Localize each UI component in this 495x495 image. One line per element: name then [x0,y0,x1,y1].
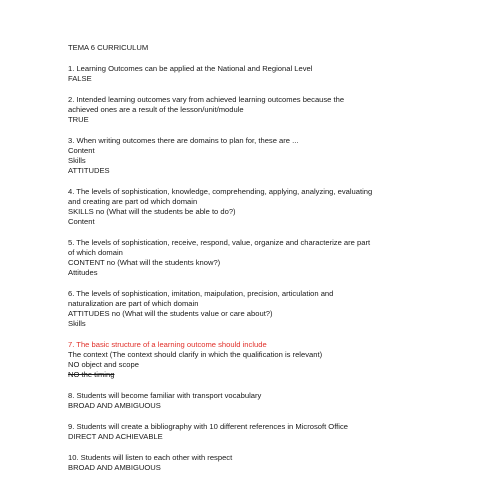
question-4-note: SKILLS no (What will the students be able to do?) [68,207,236,216]
question-1-answer: FALSE [68,74,92,83]
question-7-text: 7. The basic structure of a learning outcome should include [68,340,267,349]
question-3-answer-1: Content [68,146,95,155]
question-10 [68,453,488,473]
question-2 [68,95,488,125]
question-3-text: 3. When writing outcomes there are domains to plan for, these are ... [68,136,299,145]
question-4 [68,187,488,227]
question-5-text-line-1: 5. The levels of sophistication, receive, respond, value, organize and characterize are part [68,238,371,247]
question-3-answer-3: ATTITUDES [68,166,110,175]
question-1 [68,64,488,84]
question-7-answer-line-1: The context (The context should clarify in which the qualification is relevant) [68,350,323,359]
question-5-answer: Attitudes [68,268,98,277]
question-2-text-line-1: 2. Intended learning outcomes vary from achieved learning outcomes because the [68,95,345,104]
question-10-text: 10. Students will listen to each other with respect [68,453,233,462]
question-4-text-line-2: and creating are part od which domain [68,197,198,206]
question-5-note: CONTENT no (What will the students know?) [68,258,221,267]
question-7-answer-line-2: NO object and scope [68,360,139,369]
question-9-text: 9. Students will create a bibliography with 10 different references in Microsoft Office [68,422,348,431]
document-page [68,43,488,484]
question-5-text-line-2: of which domain [68,248,123,257]
question-6 [68,289,488,329]
document-title: TEMA 6 CURRICULUM [68,43,149,52]
question-3 [68,136,488,176]
question-6-text-line-2: naturalization are part of which domain [68,299,199,308]
question-10-answer: BROAD AND AMBIGUOUS [68,463,161,472]
question-4-answer: Content [68,217,95,226]
question-3-answer-2: Skills [68,156,86,165]
question-6-answer: Skills [68,319,86,328]
question-9 [68,422,488,442]
question-7-answer-line-3-struck: NO the timing [68,370,115,379]
question-6-text-line-1: 6. The levels of sophistication, imitation, maipulation, precision, articulation and [68,289,334,298]
question-2-text-line-2: achieved ones are a result of the lesson/unit/module [68,105,244,114]
question-7 [68,340,488,380]
question-9-answer: DIRECT AND ACHIEVABLE [68,432,163,441]
question-2-answer: TRUE [68,115,89,124]
question-8-answer: BROAD AND AMBIGUOUS [68,401,161,410]
question-5 [68,238,488,278]
question-8-text: 8. Students will become familiar with transport vocabulary [68,391,262,400]
question-6-note: ATTITUDES no (What will the students value or care about?) [68,309,273,318]
question-4-text-line-1: 4. The levels of sophistication, knowledge, comprehending, applying, analyzing, evaluating [68,187,373,196]
question-1-text: 1. Learning Outcomes can be applied at the National and Regional Level [68,64,313,73]
question-8 [68,391,488,411]
